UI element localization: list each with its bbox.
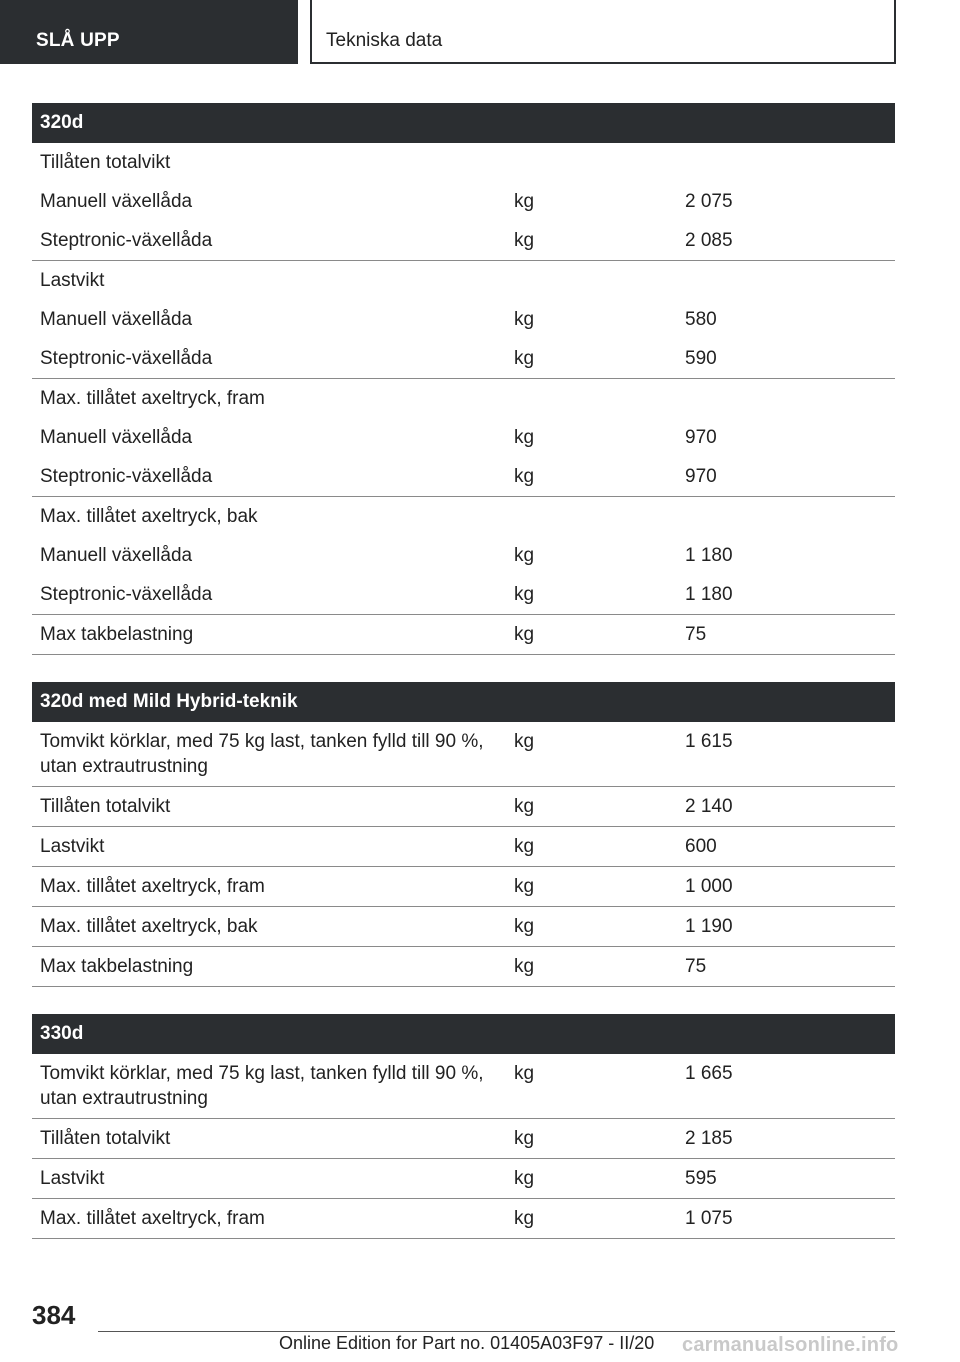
row-label: Max. tillåtet axeltryck, bak: [40, 506, 258, 527]
table-320d-mild-hybrid: [32, 682, 895, 987]
row-unit: [506, 379, 677, 418]
row-value: 595: [685, 1168, 717, 1189]
table-title: 320d: [32, 103, 895, 143]
row-label: Lastvikt: [40, 836, 105, 857]
row-unit: kg: [514, 466, 535, 487]
row-value: 1 190: [685, 916, 733, 937]
row-label: Manuell växellåda: [40, 309, 193, 330]
row-label: Lastvikt: [40, 270, 105, 291]
row-unit: kg: [514, 916, 535, 937]
row-label: Tillåten totalvikt: [40, 796, 171, 817]
table-row: [32, 1119, 895, 1159]
row-value: 1 075: [685, 1208, 733, 1229]
row-unit: kg: [514, 624, 535, 645]
row-label: Steptronic-växellåda: [40, 348, 213, 369]
row-label: Max. tillåtet axeltryck, fram: [40, 1208, 265, 1229]
row-value: [677, 379, 895, 418]
table-row: [32, 418, 895, 457]
table-row: [32, 182, 895, 221]
row-value: 2 075: [685, 191, 733, 212]
table-row: [32, 457, 895, 497]
table-row: [32, 907, 895, 947]
table-row: [32, 827, 895, 867]
row-unit: [506, 497, 677, 536]
row-unit: kg: [514, 1063, 535, 1084]
row-value: [677, 261, 895, 300]
watermark: carmanualsonline.info: [682, 1334, 899, 1356]
footer-divider: [98, 1331, 895, 1332]
section-tab: [0, 0, 298, 64]
table-row: [32, 300, 895, 339]
table-row: [32, 1054, 895, 1119]
row-unit: kg: [514, 731, 535, 752]
row-label: Steptronic-växellåda: [40, 584, 213, 605]
row-label: Tomvikt körklar, med 75 kg last, tanken fylld till 90 %, utan extrautrustning: [40, 1063, 484, 1109]
row-label: Manuell växellåda: [40, 545, 193, 566]
row-value: 2 140: [685, 796, 733, 817]
table-title: 320d med Mild Hybrid-teknik: [32, 682, 895, 722]
chapter-tab: [310, 0, 896, 64]
row-unit: kg: [514, 1168, 535, 1189]
page-number: 384: [32, 1300, 76, 1330]
table-title: 330d: [32, 1014, 895, 1054]
row-unit: kg: [514, 836, 535, 857]
row-value: 1 180: [685, 584, 733, 605]
row-value: 75: [685, 624, 707, 645]
row-unit: kg: [514, 1208, 535, 1229]
row-value: [677, 497, 895, 536]
row-label: Tomvikt körklar, med 75 kg last, tanken fylld till 90 %, utan extrautrustning: [40, 731, 484, 777]
row-label: Max takbelastning: [40, 956, 194, 977]
table-row: [32, 615, 895, 655]
row-label: Manuell växellåda: [40, 191, 193, 212]
footer-edition: Online Edition for Part no. 01405A03F97 - II/20: [279, 1333, 655, 1353]
row-value: 1 000: [685, 876, 733, 897]
row-unit: kg: [514, 309, 535, 330]
table-320d: [32, 103, 895, 655]
row-unit: kg: [514, 545, 535, 566]
row-label: Max. tillåtet axeltryck, fram: [40, 876, 265, 897]
row-label: Lastvikt: [40, 1168, 105, 1189]
table-row: [32, 379, 895, 418]
row-label: Tillåten totalvikt: [40, 152, 171, 173]
row-value: 590: [685, 348, 717, 369]
table-row: [32, 722, 895, 787]
row-label: Tillåten totalvikt: [40, 1128, 171, 1149]
row-value: 580: [685, 309, 717, 330]
table-row: [32, 143, 895, 182]
table-330d: [32, 1014, 895, 1239]
table-row: [32, 261, 895, 300]
row-value: 2 185: [685, 1128, 733, 1149]
table-row: [32, 339, 895, 379]
row-value: 970: [685, 427, 717, 448]
row-value: 2 085: [685, 230, 733, 251]
table-row: [32, 536, 895, 575]
row-unit: kg: [514, 1128, 535, 1149]
row-value: 970: [685, 466, 717, 487]
row-unit: kg: [514, 796, 535, 817]
row-unit: kg: [514, 584, 535, 605]
table-row: [32, 221, 895, 261]
row-unit: [506, 143, 677, 182]
row-unit: kg: [514, 956, 535, 977]
table-row: [32, 867, 895, 907]
row-unit: kg: [514, 427, 535, 448]
row-label: Manuell växellåda: [40, 427, 193, 448]
table-row: [32, 1159, 895, 1199]
table-row: [32, 575, 895, 615]
row-value: 75: [685, 956, 707, 977]
row-value: 600: [685, 836, 717, 857]
row-unit: kg: [514, 348, 535, 369]
section-title: SLÅ UPP: [36, 30, 120, 51]
row-label: Max. tillåtet axeltryck, bak: [40, 916, 258, 937]
table-row: [32, 787, 895, 827]
table-row: [32, 497, 895, 536]
row-unit: kg: [514, 191, 535, 212]
row-label: Steptronic-växellåda: [40, 230, 213, 251]
table-row: [32, 1199, 895, 1239]
chapter-title: Tekniska data: [326, 30, 443, 51]
row-label: Steptronic-växellåda: [40, 466, 213, 487]
row-unit: kg: [514, 230, 535, 251]
row-value: 1 180: [685, 545, 733, 566]
row-unit: [506, 261, 677, 300]
row-label: Max. tillåtet axeltryck, fram: [40, 388, 265, 409]
row-value: [677, 143, 895, 182]
row-unit: kg: [514, 876, 535, 897]
row-value: 1 615: [685, 731, 733, 752]
row-label: Max takbelastning: [40, 624, 194, 645]
row-value: 1 665: [685, 1063, 733, 1084]
table-row: [32, 947, 895, 987]
